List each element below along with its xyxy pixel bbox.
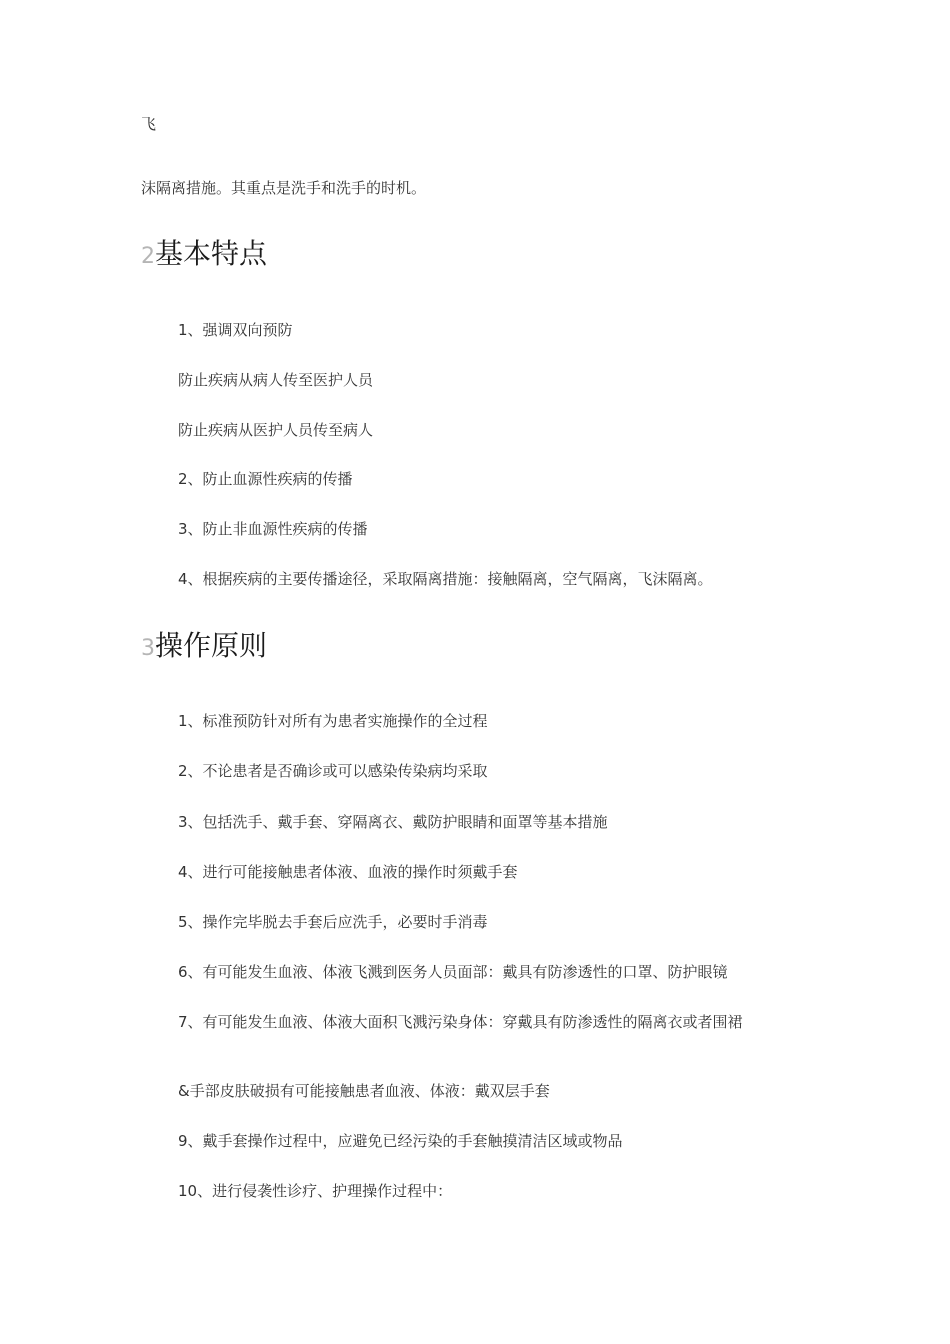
intro-line-1: 飞 (141, 115, 157, 133)
list-item: 5、操作完毕脱去手套后应洗手，必要时手消毒 (178, 913, 488, 931)
section-number: 2 (141, 244, 155, 269)
list-item: 4、根据疾病的主要传播途径，采取隔离措施：接触隔离，空气隔离，飞沫隔离。 (178, 570, 713, 588)
list-item: 2、不论患者是否确诊或可以感染传染病均采取 (178, 762, 488, 780)
intro-line-2: 沫隔离措施。其重点是洗手和洗手的时机。 (141, 179, 427, 197)
list-item: &手部皮肤破损有可能接触患者血液、体液：戴双层手套 (178, 1082, 550, 1100)
list-item: 防止疾病从医护人员传至病人 (178, 421, 374, 439)
list-item: 10、进行侵袭性诊疗、护理操作过程中： (178, 1182, 453, 1200)
list-item: 防止疾病从病人传至医护人员 (178, 371, 374, 389)
list-item: 9、戴手套操作过程中，应避免已经污染的手套触摸清洁区域或物品 (178, 1132, 623, 1150)
list-item: 6、有可能发生血液、体液飞溅到医务人员面部：戴具有防渗透性的口罩、防护眼镜 (178, 963, 728, 981)
section-heading-basic-features (141, 232, 267, 272)
list-item: 1、强调双向预防 (178, 321, 293, 339)
list-item: 3、防止非血源性疾病的传播 (178, 520, 368, 538)
section-title: 操作原则 (155, 629, 268, 662)
list-item: 4、进行可能接触患者体液、血液的操作时须戴手套 (178, 863, 518, 881)
section-heading-operating-principles (141, 624, 267, 664)
list-item: 3、包括洗手、戴手套、穿隔离衣、戴防护眼睛和面罩等基本措施 (178, 813, 608, 831)
section-number: 3 (141, 636, 155, 661)
section-title: 基本特点 (155, 237, 268, 270)
list-item: 7、有可能发生血液、体液大面积飞溅污染身体：穿戴具有防渗透性的隔离衣或者围裙 (178, 1013, 743, 1031)
list-item: 1、标准预防针对所有为患者实施操作的全过程 (178, 712, 488, 730)
list-item: 2、防止血源性疾病的传播 (178, 470, 353, 488)
